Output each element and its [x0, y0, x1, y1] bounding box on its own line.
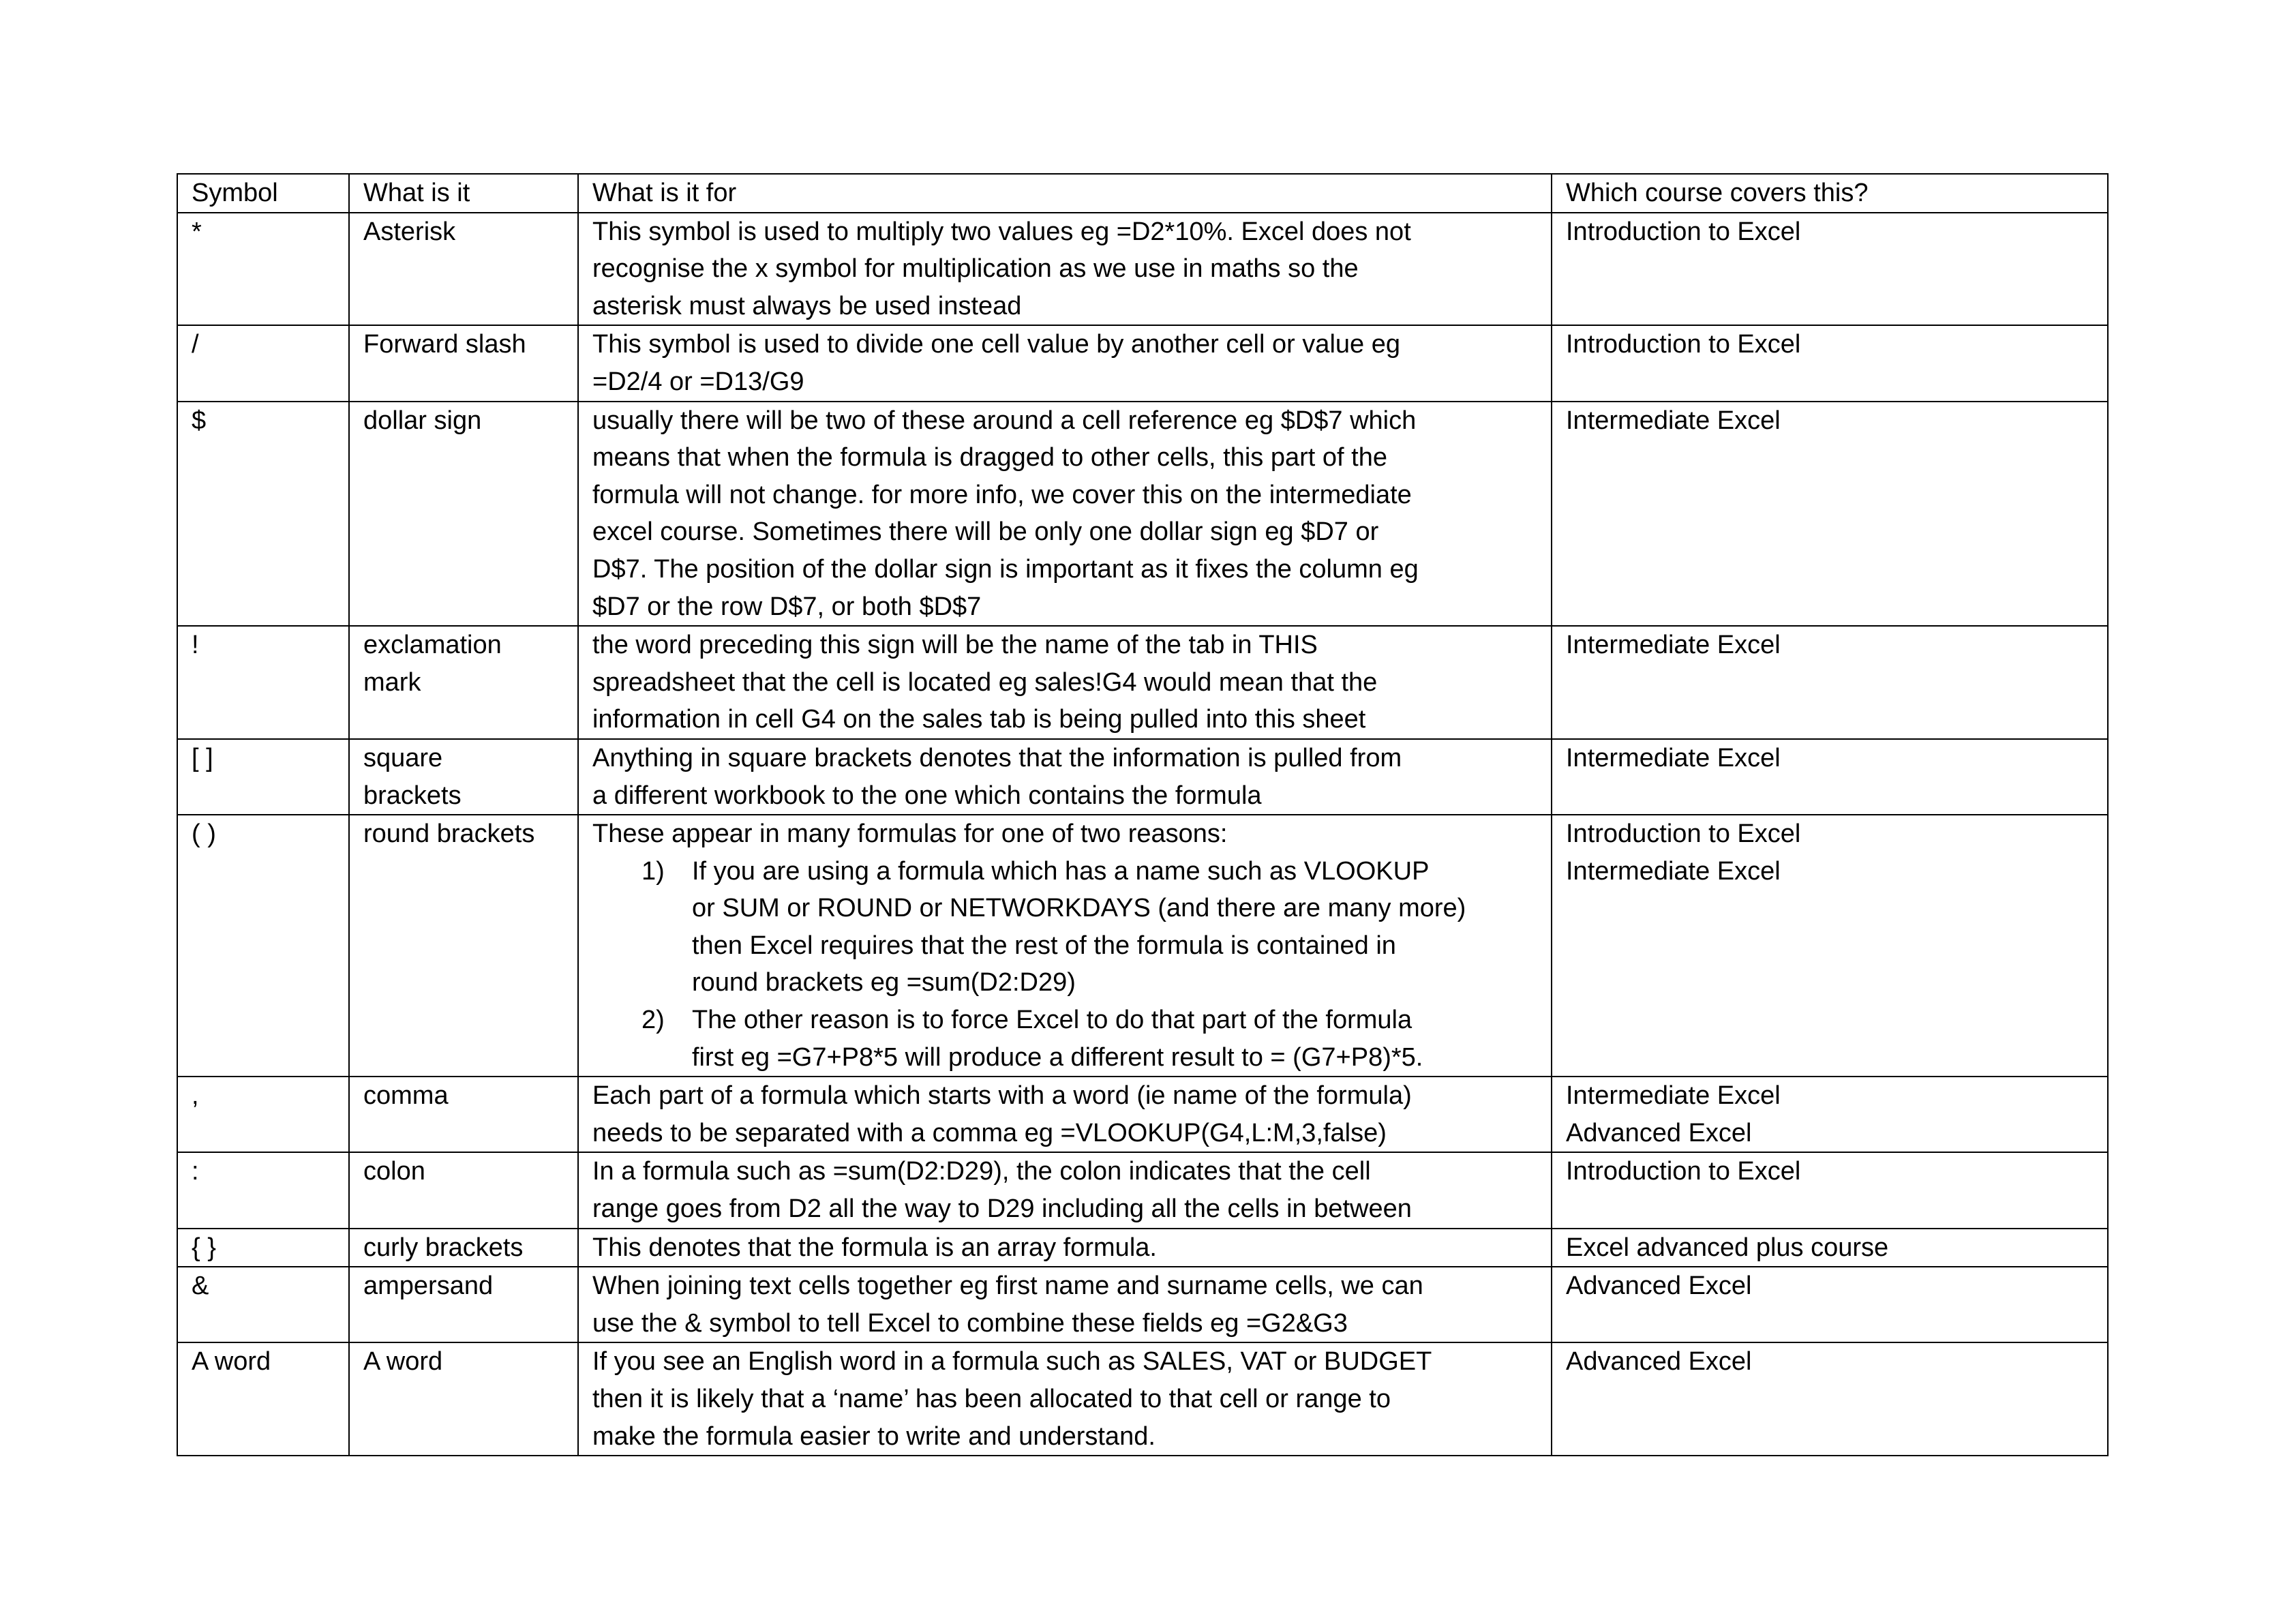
purpose-cell [578, 626, 1552, 739]
text-line: The other reason is to force Excel to do that part of the formula [692, 1006, 1413, 1035]
text-line: means that when the formula is dragged to other cells, this part of the [592, 443, 1387, 472]
text-line: square [363, 743, 443, 772]
purpose-cell [578, 402, 1552, 627]
purpose-cell [578, 815, 1552, 1077]
text-line: brackets [363, 781, 462, 810]
text-line: Intermediate Excel [1566, 856, 1781, 886]
purpose-cell [578, 1267, 1552, 1342]
table-row [177, 626, 2108, 739]
text-line: mark [363, 667, 421, 697]
header-symbol: Symbol [177, 174, 349, 213]
name-cell [349, 626, 578, 739]
text-line: This symbol is used to divide one cell value by another cell or value eg [592, 330, 1400, 359]
text-line: Advanced Excel [1566, 1272, 1752, 1301]
text-line: When joining text cells together eg first name and surname cells, we can [592, 1272, 1423, 1301]
course-cell [1552, 739, 2108, 815]
name-cell [349, 213, 578, 326]
symbol-cell: { } [177, 1229, 349, 1267]
purpose-cell [578, 1077, 1552, 1152]
text-line: Asterisk [363, 217, 456, 246]
symbol-cell: & [177, 1267, 349, 1342]
name-cell [349, 1229, 578, 1267]
purpose-cell [578, 213, 1552, 326]
text-line: then it is likely that a ‘name’ has been allocated to that cell or range to [592, 1385, 1391, 1413]
table-row [177, 402, 2108, 627]
text-line: usually there will be two of these around a cell reference eg $D$7 which [592, 406, 1417, 435]
text-line: then Excel requires that the rest of the formula is contained in [692, 931, 1396, 960]
text-line: Introduction to Excel [1566, 330, 1801, 359]
table-row [177, 213, 2108, 326]
purpose-cell [578, 739, 1552, 815]
text-line: D$7. The position of the dollar sign is important as it fixes the column eg [592, 554, 1419, 584]
name-cell [349, 1267, 578, 1342]
symbol-cell: ( ) [177, 815, 349, 1077]
table-row [177, 1342, 2108, 1456]
text-line: Intermediate Excel [1566, 743, 1781, 772]
name-cell [349, 1077, 578, 1152]
purpose-intro: These appear in many formulas for one of two reasons: [592, 819, 1228, 849]
symbol-cell: $ [177, 402, 349, 627]
text-line: In a formula such as =sum(D2:D29), the colon indicates that the cell [592, 1157, 1371, 1186]
text-line: make the formula easier to write and understand. [592, 1422, 1155, 1451]
text-line: round brackets eg =sum(D2:D29) [692, 968, 1076, 997]
text-line: Excel advanced plus course [1566, 1233, 1889, 1262]
course-cell [1552, 325, 2108, 401]
header-what-is-it: What is it [349, 174, 578, 213]
purpose-cell [578, 325, 1552, 401]
table-row [177, 1152, 2108, 1228]
symbol-cell: A word [177, 1342, 349, 1456]
text-line: Introduction to Excel [1566, 217, 1801, 246]
list-number: 2) [641, 1006, 665, 1035]
text-line: use the & symbol to tell Excel to combine these fields eg =G2&G3 [592, 1308, 1348, 1338]
header-course: Which course covers this? [1552, 174, 2108, 213]
text-line: $D7 or the row D$7, or both $D$7 [592, 592, 982, 621]
course-cell [1552, 213, 2108, 326]
text-line: ampersand [363, 1272, 494, 1301]
text-line: Advanced Excel [1566, 1118, 1752, 1147]
symbol-cell: * [177, 213, 349, 326]
text-line: Forward slash [363, 330, 526, 359]
text-line: Intermediate Excel [1566, 631, 1781, 660]
text-line: Advanced Excel [1566, 1347, 1752, 1377]
table-body [177, 213, 2108, 1456]
text-line: round brackets [363, 819, 535, 849]
text-line: Intermediate Excel [1566, 406, 1781, 435]
text-line: A word [363, 1347, 443, 1377]
purpose-cell [578, 1342, 1552, 1456]
text-line: Introduction to Excel [1566, 819, 1801, 849]
text-line: or SUM or ROUND or NETWORKDAYS (and there are many more) [692, 894, 1466, 923]
course-cell [1552, 1267, 2108, 1342]
name-cell [349, 739, 578, 815]
text-line: range goes from D2 all the way to D29 including all the cells in between [592, 1194, 1412, 1224]
text-line: recognise the x symbol for multiplication as we use in maths so the [592, 254, 1359, 284]
text-line: exclamation [363, 631, 502, 660]
course-cell [1552, 402, 2108, 627]
text-line: Intermediate Excel [1566, 1081, 1781, 1111]
text-line: spreadsheet that the cell is located eg sales!G4 would mean that the [592, 667, 1378, 697]
text-line: Anything in square brackets denotes that the information is pulled from [592, 743, 1402, 772]
name-cell [349, 815, 578, 1077]
symbol-cell: / [177, 325, 349, 401]
text-line: colon [363, 1157, 425, 1186]
table-row [177, 815, 2108, 1077]
text-line: needs to be separated with a comma eg =VLOOKUP(G4,L:M,3,false) [592, 1118, 1387, 1147]
table-row [177, 1267, 2108, 1342]
purpose-cell [578, 1152, 1552, 1228]
text-line: excel course. Sometimes there will be only one dollar sign eg $D7 or [592, 517, 1379, 547]
text-line: Introduction to Excel [1566, 1157, 1801, 1186]
course-cell [1552, 815, 2108, 1077]
table-row [177, 1229, 2108, 1267]
course-cell [1552, 1229, 2108, 1267]
symbol-cell: : [177, 1152, 349, 1228]
symbol-cell: [ ] [177, 739, 349, 815]
table-header-row [177, 174, 2108, 213]
text-line: comma [363, 1081, 449, 1111]
text-line: a different workbook to the one which contains the formula [592, 781, 1262, 810]
list-number: 1) [641, 856, 665, 886]
text-line: information in cell G4 on the sales tab is being pulled into this sheet [592, 705, 1366, 734]
numbered-list-item [592, 1002, 1537, 1076]
text-line: Each part of a formula which starts with a word (ie name of the formula) [592, 1081, 1412, 1111]
text-line: If you see an English word in a formula such as SALES, VAT or BUDGET [592, 1347, 1432, 1377]
course-cell [1552, 626, 2108, 739]
text-line: If you are using a formula which has a name such as VLOOKUP [692, 856, 1430, 886]
course-cell [1552, 1152, 2108, 1228]
text-line: dollar sign [363, 406, 482, 435]
text-line: the word preceding this sign will be the name of the tab in THIS [592, 631, 1318, 660]
header-what-is-it-for: What is it for [578, 174, 1552, 213]
text-line: This denotes that the formula is an array formula. [592, 1233, 1157, 1262]
symbol-cell: ! [177, 626, 349, 739]
course-cell [1552, 1342, 2108, 1456]
text-line: first eg =G7+P8*5 will produce a different result to = (G7+P8)*5. [692, 1042, 1423, 1072]
name-cell [349, 325, 578, 401]
purpose-cell [578, 1229, 1552, 1267]
text-line: formula will not change. for more info, we cover this on the intermediate [592, 480, 1412, 509]
symbol-cell: , [177, 1077, 349, 1152]
text-line: =D2/4 or =D13/G9 [592, 367, 804, 396]
name-cell [349, 1152, 578, 1228]
text-line: This symbol is used to multiply two values eg =D2*10%. Excel does not [592, 217, 1411, 246]
text-line: curly brackets [363, 1233, 524, 1262]
table-row [177, 1077, 2108, 1152]
table-row [177, 325, 2108, 401]
table-row [177, 739, 2108, 815]
text-line: asterisk must always be used instead [592, 291, 1022, 320]
course-cell [1552, 1077, 2108, 1152]
name-cell [349, 402, 578, 627]
numbered-list-item [592, 853, 1537, 1002]
excel-symbols-table [177, 173, 2109, 1456]
name-cell [349, 1342, 578, 1456]
